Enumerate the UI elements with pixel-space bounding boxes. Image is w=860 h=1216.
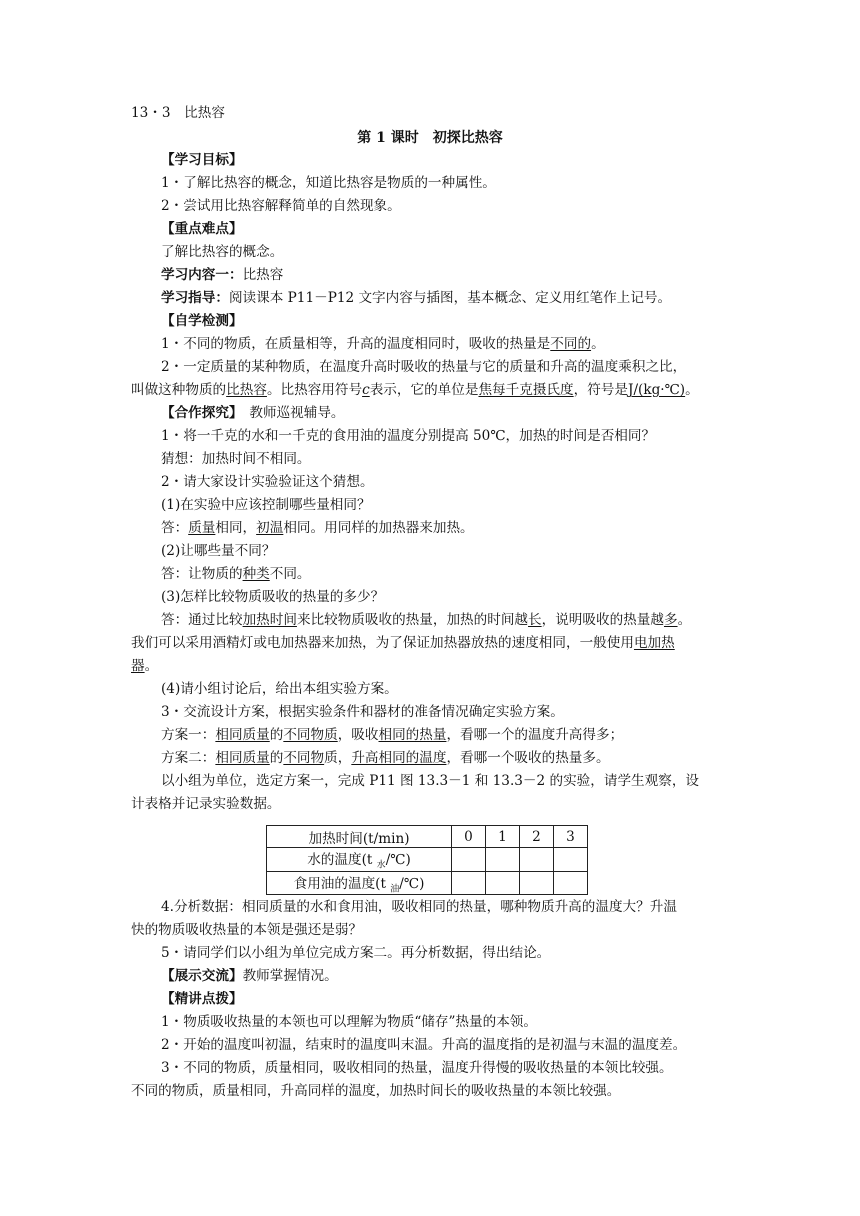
text: 答：通过比较	[161, 612, 243, 628]
table-cell[interactable]	[452, 871, 486, 895]
subscript: 油	[390, 884, 400, 895]
plan-2	[161, 748, 761, 768]
answer-blank: 升高相同的温度	[351, 750, 447, 766]
self-check-q1	[161, 334, 761, 354]
explore-q4: (4)请小组讨论后，给出本组实验方案。	[161, 681, 398, 697]
explore-1: 1・将一千克的水和一千克的食用油的温度分别提高 50℃，加热的时间是否相同？	[161, 428, 656, 444]
key-points-text: 了解比热容的概念。	[161, 244, 284, 260]
explore-a3-line2	[131, 633, 731, 653]
self-check-q2-line2	[131, 380, 731, 400]
text: 我们可以采用酒精灯或电加热器来加热，为了保证加热器放热的速度相同，一般使用	[131, 635, 634, 651]
text: 。	[685, 382, 699, 398]
text: /℃)	[385, 852, 411, 868]
text: 答：让物质的	[161, 566, 243, 582]
self-check-q2-line1: 2・一定质量的某种物质，在温度升高时吸收的热量与它的质量和升高的温度乘积之比，	[161, 359, 687, 375]
text: 1・不同的物质，在质量相等，升高的温度相同时，吸收的热量是	[161, 336, 551, 352]
text: 质，	[324, 750, 352, 766]
text: 不同。	[269, 566, 311, 582]
answer-blank: 相同的热量	[378, 727, 447, 743]
table-cell[interactable]	[520, 871, 554, 895]
text: /℃)	[399, 875, 425, 892]
cooperate-heading: 【合作探究】	[161, 405, 236, 421]
explain-4: 不同的物质，质量相同，升高同样的温度，加热时间长的吸收热量的本领比较强。	[131, 1083, 621, 1099]
text: 食用油的温度(t	[293, 875, 391, 892]
table-col-3: 3	[554, 826, 588, 848]
table-col-1: 1	[486, 826, 520, 848]
text: ，看哪一个吸收的热量多。	[446, 750, 610, 766]
text: 。	[144, 658, 159, 674]
study-guide	[161, 288, 761, 308]
table-cell[interactable]	[486, 871, 520, 895]
show-row	[161, 966, 761, 986]
self-check-heading: 【自学检测】	[161, 313, 243, 329]
objective-1: 1・了解比热容的概念，知道比热容是物质的一种属性。	[161, 175, 496, 191]
text: 来比较物质吸收的热量，加热的时间越	[296, 612, 529, 628]
text: 。	[677, 612, 692, 628]
show-heading: 【展示交流】	[161, 968, 243, 984]
key-points-heading: 【重点难点】	[161, 221, 243, 237]
analysis-line2: 快的物质吸收热量的本领是强还是弱？	[131, 922, 363, 938]
answer-blank: 初温	[256, 520, 284, 536]
explore-2: 2・请大家设计实验验证这个猜想。	[161, 474, 374, 490]
answer-blank: 比热容	[226, 382, 267, 398]
answer-blank: 质量	[188, 520, 216, 536]
explore-a3-line1	[161, 610, 761, 630]
text: ，看哪一个的温度升高得多；	[446, 727, 624, 743]
text: 方案二：	[161, 750, 216, 766]
explore-a1	[161, 518, 761, 538]
text: 相同，	[215, 520, 257, 536]
answer-blank: 相同质量	[215, 727, 270, 743]
table-cell[interactable]	[554, 871, 588, 895]
answer-blank: 多	[663, 612, 678, 628]
content-1	[161, 265, 761, 285]
study-guide-label: 学习指导：	[161, 290, 229, 306]
text: 的	[269, 727, 284, 743]
answer-blank: 不同的	[550, 336, 592, 352]
experiment-instruction-line2: 计表格并记录实验数据。	[131, 796, 281, 812]
text: 水的温度(t	[307, 852, 377, 868]
explore-a2	[161, 564, 761, 584]
text: 的	[269, 750, 284, 766]
text: 叫做这种物质的	[131, 382, 227, 398]
plan-1	[161, 725, 761, 745]
explore-q2: (2)让哪些量不同？	[161, 543, 276, 559]
table-row	[267, 848, 588, 872]
answer-blank: 不同物质	[283, 727, 338, 743]
table-cell[interactable]	[554, 848, 588, 872]
text: ，说明吸收的热量越	[541, 612, 664, 628]
study-guide-text: 阅读课本 P11－P12 文字内容与插图，基本概念、定义用红笔作上记号。	[228, 290, 672, 306]
cooperate-note: 教师巡视辅导。	[235, 405, 345, 421]
table-row	[267, 826, 588, 848]
explain-2: 2・开始的温度叫初温，结束时的温度叫末温。升高的温度指的是初温与末温的温度差。	[161, 1037, 687, 1053]
show-note: 教师掌握情况。	[242, 968, 338, 984]
cooperate-row	[161, 403, 761, 423]
table-col-2: 2	[520, 826, 554, 848]
table-row	[267, 871, 588, 895]
content-1-label: 学习内容一：	[161, 267, 243, 283]
subscript: 水	[376, 860, 386, 871]
lesson-title: 第 1 课时 初探比热容	[357, 130, 503, 146]
text: 。比热容用符号	[266, 382, 363, 398]
oil-temp-label	[267, 871, 452, 895]
analysis-line1: 4.分析数据：相同质量的水和食用油，吸收相同的热量，哪种物质升高的温度大？升温	[161, 899, 677, 915]
analysis-line3: 5・请同学们以小组为单位完成方案二。再分析数据，得出结论。	[161, 945, 551, 961]
answer-blank: 焦每千克摄氏度	[478, 382, 574, 398]
explore-q1: (1)在实验中应该控制哪些量相同？	[161, 497, 371, 513]
explain-1: 1・物质吸收热量的本领也可以理解为物质“储存”热量的本领。	[161, 1014, 537, 1030]
content-1-text: 比热容	[242, 267, 284, 283]
explore-a3-line3	[131, 656, 731, 676]
text: ，吸收	[337, 727, 379, 743]
text: 表示，它的单位是	[369, 382, 479, 398]
explain-3: 3・不同的物质，质量相同，吸收相同的热量，温度升得慢的吸收热量的本领比较强。	[161, 1060, 673, 1076]
answer-blank: 相同质量	[215, 750, 270, 766]
answer-blank: c	[362, 382, 370, 398]
data-table	[266, 825, 588, 895]
table-col-0: 0	[452, 826, 486, 848]
text: 相同。用同样的加热器来加热。	[283, 520, 474, 536]
table-cell[interactable]	[520, 848, 554, 872]
text: 。	[591, 336, 605, 352]
text: 方案一：	[161, 727, 216, 743]
objectives-heading: 【学习目标】	[161, 152, 243, 168]
answer-blank: 不同物	[283, 750, 325, 766]
table-cell[interactable]	[452, 848, 486, 872]
text: ，符号是	[573, 382, 628, 398]
explore-q3: (3)怎样比较物质吸收的热量的多少？	[161, 589, 385, 605]
answer-blank: 电加热	[633, 635, 675, 651]
explore-3: 3・交流设计方案，根据实验条件和器材的准备情况确定实验方案。	[161, 704, 564, 720]
explain-heading: 【精讲点拨】	[161, 991, 243, 1007]
explore-guess: 猜想：加热时间不相同。	[161, 451, 311, 467]
experiment-instruction-line1: 以小组为单位，选定方案一，完成 P11 图 13.3－1 和 13.3－2 的实验，请学生观察，设	[161, 773, 700, 789]
objective-2: 2・尝试用比热容解释简单的自然现象。	[161, 198, 401, 214]
answer-blank: 加热时间	[242, 612, 297, 628]
answer-blank: J/(kg·℃)	[628, 382, 686, 398]
answer-blank: 长	[528, 612, 542, 628]
section-heading: 13・3 比热容	[131, 105, 225, 121]
answer-blank: 种类	[242, 566, 270, 582]
table-header-cell: 加热时间(t/min)	[267, 826, 452, 848]
text: 答：	[161, 520, 189, 536]
answer-blank: 器	[131, 658, 145, 674]
water-temp-label	[267, 848, 452, 872]
table-cell[interactable]	[486, 848, 520, 872]
